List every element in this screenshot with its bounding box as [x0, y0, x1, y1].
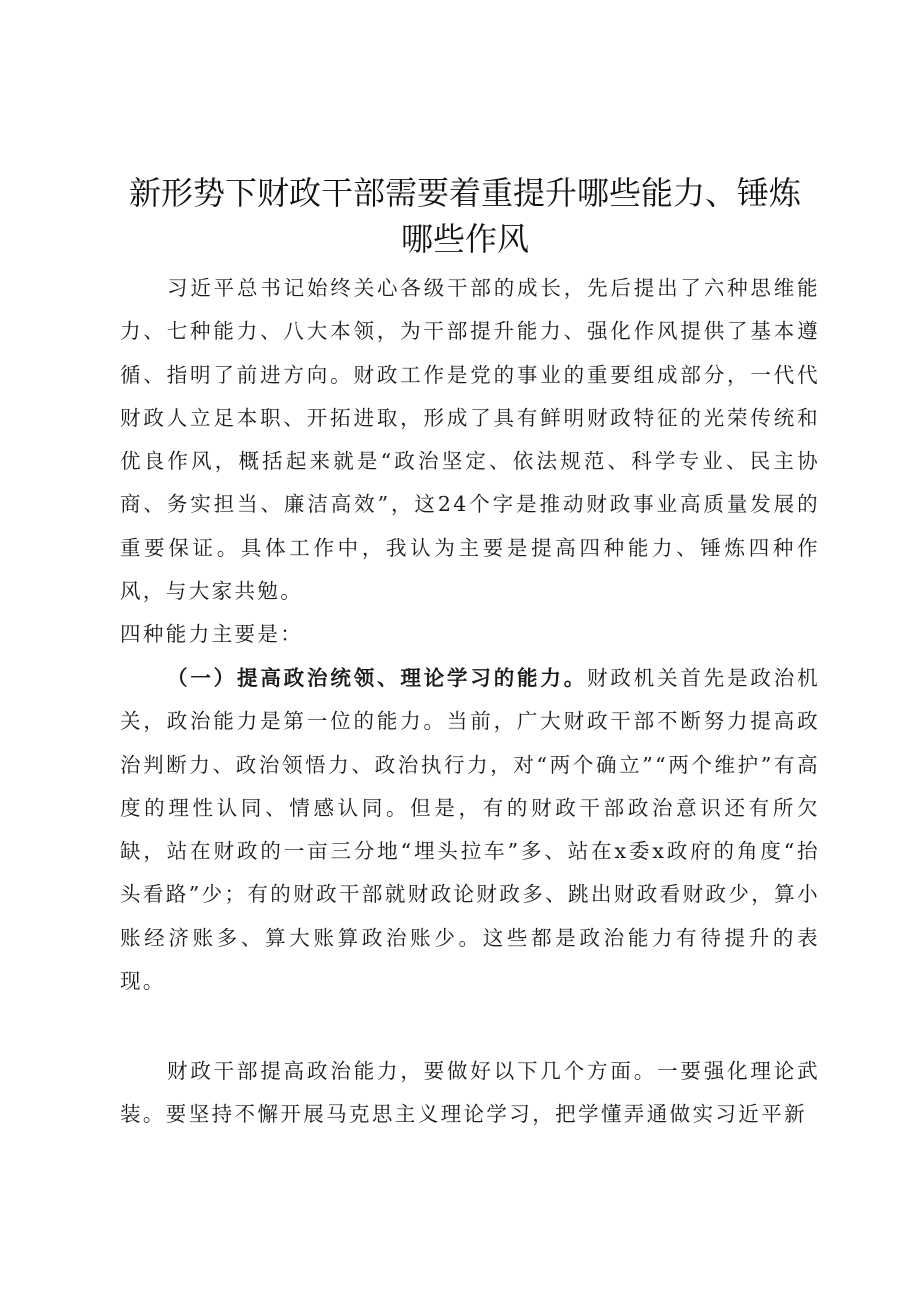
paragraph-political-ability: 财政干部提高政治能力，要做好以下几个方面。一要强化理论武装。要坚持不懈开展马克思主义理论学习，把学懂弄通做实习近平新	[120, 1059, 820, 1127]
paragraph-ability-one	[120, 657, 820, 1003]
ability-one-body: 财政机关首先是政治机关，政治能力是第一位的能力。当前，广大财政干部不断努力提高政治判断力、政治领悟力、政治执行力，对“两个确立”“两个维护”有高度的理性认同、情感认同。但是，有的财政干部政治意识还有所欠缺，站在财政的一亩三分地“埋头拉车”多、站在x委x政府的角度“抬头看路”少；有的财政干部就财政论财政多、跳出财政看财政少，算小账经济账多、算大账算政治账少。这些都是政治能力有待提升的表现。	[120, 666, 821, 994]
paragraph-intro: 习近平总书记始终关心各级干部的成长，先后提出了六种思维能力、七种能力、八大本领，为干部提升能力、强化作风提供了基本遵循、指明了前进方向。财政工作是党的事业的重要组成部分，一代代财政人立足本职、开拓进取，形成了具有鲜明财政特征的光荣传统和优良作风，概括起来就是“政治坚定、依法规范、科学专业、民主协商、务实担当、廉洁高效”，这24个字是推动财政事业高质量发展的重要保证。具体工作中，我认为主要是提高四种能力、锤炼四种作风，与大家共勉。	[120, 276, 820, 604]
document-title: 新形势下财政干部需要着重提升哪些能力、锤炼哪些作风	[128, 174, 801, 258]
paragraph-four-abilities-lead: 四种能力主要是：	[120, 622, 304, 646]
ability-one-heading: （一）提高政治统领、理论学习的能力。	[167, 666, 588, 690]
